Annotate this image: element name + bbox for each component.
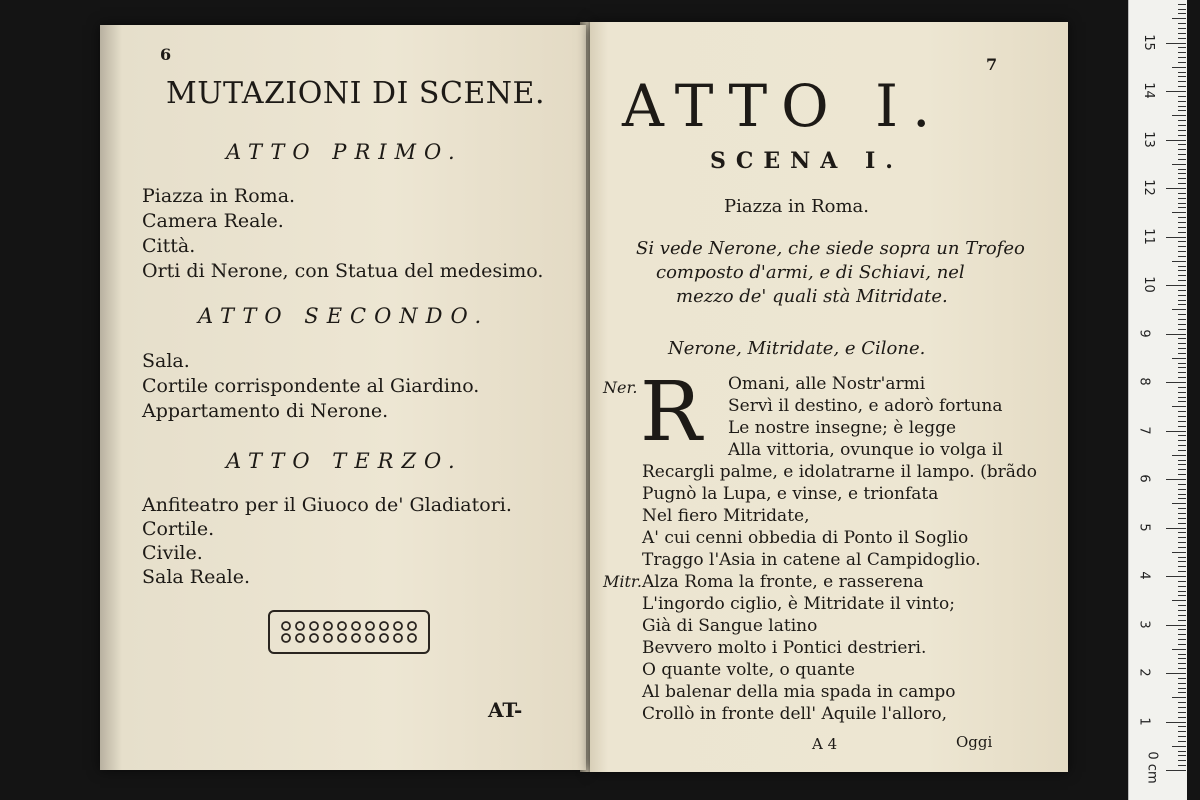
ruler-tick bbox=[1178, 401, 1186, 402]
ruler-tick bbox=[1178, 736, 1186, 737]
ruler-tick bbox=[1178, 295, 1186, 296]
ruler-number: 1 bbox=[1136, 716, 1152, 726]
ruler-tick bbox=[1178, 130, 1186, 131]
verse-line-5: Recargli palme, e idolatrarne il lampo. (brãdo bbox=[642, 462, 1037, 482]
ruler-tick bbox=[1178, 726, 1186, 727]
ruler-tick bbox=[1178, 435, 1186, 436]
act1-scene-3: Città. bbox=[142, 235, 196, 257]
ruler-tick bbox=[1178, 367, 1186, 368]
ruler-tick bbox=[1178, 489, 1186, 490]
ruler-tick bbox=[1178, 81, 1186, 82]
ruler-tick bbox=[1178, 581, 1186, 582]
verse-line-13: Bevvero molto i Pontici destrieri. bbox=[642, 638, 927, 658]
ruler-tick bbox=[1178, 595, 1186, 596]
ruler-tick bbox=[1178, 508, 1186, 509]
ruler-tick bbox=[1166, 140, 1186, 141]
verse-line-6: Pugnò la Lupa, e vinse, e trionfata bbox=[642, 484, 939, 504]
act3-scene-1: Anfiteatro per il Giuoco de' Gladiatori. bbox=[142, 494, 512, 516]
ruler-tick bbox=[1178, 615, 1186, 616]
scene-heading: SCENA I. bbox=[710, 148, 903, 174]
ruler-number: 9 bbox=[1136, 328, 1152, 338]
verse-line-14: O quante volte, o quante bbox=[642, 660, 855, 680]
ruler-tick bbox=[1166, 479, 1186, 480]
ornament-pattern-icon bbox=[274, 616, 424, 648]
ruler-tick bbox=[1178, 13, 1186, 14]
ruler-tick bbox=[1166, 528, 1186, 529]
ruler-tick bbox=[1178, 731, 1186, 732]
ruler-tick bbox=[1178, 86, 1186, 87]
ruler-tick bbox=[1166, 576, 1186, 577]
ruler-tick bbox=[1172, 261, 1186, 262]
ruler-tick bbox=[1178, 532, 1186, 533]
ruler-tick bbox=[1178, 33, 1186, 34]
ruler-tick bbox=[1178, 227, 1186, 228]
ruler-tick bbox=[1178, 440, 1186, 441]
ruler-tick bbox=[1178, 387, 1186, 388]
ruler-tick bbox=[1178, 377, 1186, 378]
act2-scene-3: Appartamento di Nerone. bbox=[142, 400, 389, 422]
ruler-tick bbox=[1178, 416, 1186, 417]
ruler-tick bbox=[1178, 571, 1186, 572]
speaker-mitridate: Mitr. bbox=[603, 572, 642, 591]
ruler-tick bbox=[1178, 329, 1186, 330]
act3-scene-4: Sala Reale. bbox=[142, 566, 251, 588]
ruler-tick bbox=[1178, 610, 1186, 611]
left-page bbox=[100, 25, 586, 770]
ruler-tick bbox=[1178, 62, 1186, 63]
ruler-tick bbox=[1178, 338, 1186, 339]
ruler-tick bbox=[1178, 683, 1186, 684]
ruler-tick bbox=[1178, 518, 1186, 519]
ruler-tick bbox=[1178, 203, 1186, 204]
ruler-tick bbox=[1178, 523, 1186, 524]
ruler-number: 5 bbox=[1136, 522, 1152, 532]
stage-direction-3: mezzo de' quali stà Mitridate. bbox=[676, 286, 948, 307]
ruler-tick bbox=[1166, 43, 1186, 44]
ruler-tick bbox=[1178, 702, 1186, 703]
ruler-tick bbox=[1178, 183, 1186, 184]
ruler-tick bbox=[1178, 241, 1186, 242]
left-page-number: 6 bbox=[160, 45, 172, 64]
ruler-tick bbox=[1178, 198, 1186, 199]
ruler-tick bbox=[1178, 644, 1186, 645]
ruler-number: 8 bbox=[1136, 377, 1152, 386]
ruler-tick bbox=[1178, 28, 1186, 29]
ruler-tick bbox=[1178, 765, 1186, 766]
verse-line-4: Alla vittoria, ovunque io volga il bbox=[728, 440, 1003, 460]
ruler-tick bbox=[1178, 751, 1186, 752]
ruler-number: 12 bbox=[1140, 179, 1156, 196]
ruler-tick bbox=[1178, 169, 1186, 170]
left-catchword: AT- bbox=[488, 698, 523, 722]
ruler-tick bbox=[1178, 663, 1186, 664]
ruler-tick bbox=[1178, 678, 1186, 679]
ruler-tick bbox=[1178, 639, 1186, 640]
verse-line-1: Omani, alle Nostr'armi bbox=[728, 374, 926, 394]
ruler-tick bbox=[1172, 67, 1186, 68]
ruler-tick bbox=[1166, 722, 1186, 723]
ruler-tick bbox=[1178, 445, 1186, 446]
ruler-tick bbox=[1178, 319, 1186, 320]
ruler-tick bbox=[1178, 23, 1186, 24]
ruler-tick bbox=[1178, 668, 1186, 669]
ruler-tick bbox=[1178, 300, 1186, 301]
act2-scene-1: Sala. bbox=[142, 350, 190, 372]
ruler-tick bbox=[1166, 334, 1186, 335]
ruler-tick bbox=[1178, 154, 1186, 155]
printers-ornament bbox=[268, 610, 430, 654]
ruler-tick bbox=[1178, 372, 1186, 373]
verse-line-10: Alza Roma la fronte, e rasserena bbox=[642, 572, 924, 592]
ruler-tick bbox=[1178, 101, 1186, 102]
ruler-tick bbox=[1166, 431, 1186, 432]
ruler-tick bbox=[1172, 697, 1186, 698]
ruler-tick bbox=[1178, 460, 1186, 461]
stage-direction-2: composto d'armi, e di Schiavi, nel bbox=[656, 262, 965, 283]
ruler-tick bbox=[1178, 222, 1186, 223]
ruler-tick bbox=[1178, 290, 1186, 291]
ruler-tick bbox=[1178, 270, 1186, 271]
ruler-tick bbox=[1178, 120, 1186, 121]
ruler-tick bbox=[1178, 324, 1186, 325]
ruler-tick bbox=[1178, 76, 1186, 77]
ruler-tick bbox=[1178, 135, 1186, 136]
ruler-tick bbox=[1178, 207, 1186, 208]
verse-line-3: Le nostre insegne; è legge bbox=[728, 418, 957, 438]
verse-line-7: Nel fiero Mitridate, bbox=[642, 506, 810, 526]
ruler-tick bbox=[1178, 566, 1186, 567]
ruler-tick bbox=[1172, 503, 1186, 504]
ruler-number: 4 bbox=[1136, 571, 1152, 580]
act3-scene-3: Civile. bbox=[142, 542, 203, 564]
ruler-tick bbox=[1166, 285, 1186, 286]
ruler-tick bbox=[1172, 746, 1186, 747]
ruler-tick bbox=[1178, 712, 1186, 713]
ruler-tick bbox=[1178, 96, 1186, 97]
ruler-tick bbox=[1178, 353, 1186, 354]
ruler-tick bbox=[1178, 629, 1186, 630]
ruler-tick bbox=[1178, 760, 1186, 761]
ruler-number: 3 bbox=[1136, 619, 1152, 629]
act2-heading: ATTO SECONDO. bbox=[198, 304, 490, 328]
ruler-tick bbox=[1178, 9, 1186, 10]
stage-direction-1: Si vede Nerone, che siede sopra un Trofeo bbox=[636, 238, 1025, 259]
ruler-tick bbox=[1178, 557, 1186, 558]
ruler-tick bbox=[1172, 115, 1186, 116]
ruler-number: 7 bbox=[1136, 425, 1152, 435]
ruler-tick bbox=[1166, 188, 1186, 189]
act1-scene-2: Camera Reale. bbox=[142, 210, 284, 232]
ruler-tick bbox=[1178, 634, 1186, 635]
ruler-tick bbox=[1178, 38, 1186, 39]
ruler-tick bbox=[1178, 266, 1186, 267]
verse-line-2: Servì il destino, e adorò fortuna bbox=[728, 396, 1003, 416]
ruler-tick bbox=[1178, 256, 1186, 257]
ruler-number: 2 bbox=[1136, 668, 1152, 677]
left-page-title: MUTAZIONI DI SCENE. bbox=[166, 76, 545, 111]
ruler-tick bbox=[1178, 755, 1186, 756]
ruler-tick bbox=[1178, 232, 1186, 233]
ruler-number: 15 bbox=[1140, 33, 1156, 51]
ruler-tick bbox=[1178, 537, 1186, 538]
ruler-tick bbox=[1178, 469, 1186, 470]
ruler-tick bbox=[1178, 654, 1186, 655]
ruler-number: 10 bbox=[1140, 276, 1156, 293]
ruler-tick bbox=[1178, 688, 1186, 689]
ruler-tick bbox=[1172, 18, 1186, 19]
act1-heading: ATTO PRIMO. bbox=[226, 140, 463, 164]
verse-line-11: L'ingordo ciglio, è Mitridate il vinto; bbox=[642, 594, 955, 614]
ruler-tick bbox=[1172, 455, 1186, 456]
ruler-tick bbox=[1166, 382, 1186, 383]
ruler-tick bbox=[1178, 707, 1186, 708]
ruler-tick bbox=[1178, 47, 1186, 48]
ruler-tick bbox=[1166, 91, 1186, 92]
ruler-tick bbox=[1178, 106, 1186, 107]
ruler-tick bbox=[1178, 741, 1186, 742]
ruler-tick bbox=[1178, 72, 1186, 73]
act1-scene-1: Piazza in Roma. bbox=[142, 185, 296, 207]
ruler-tick bbox=[1178, 178, 1186, 179]
ruler-tick bbox=[1178, 464, 1186, 465]
ruler-tick bbox=[1178, 275, 1186, 276]
ruler-tick bbox=[1178, 149, 1186, 150]
ruler-tick bbox=[1178, 421, 1186, 422]
ruler-tick bbox=[1172, 406, 1186, 407]
right-catchword: Oggi bbox=[956, 733, 993, 751]
verse-line-12: Già di Sangue latino bbox=[642, 616, 818, 636]
ruler-tick bbox=[1172, 212, 1186, 213]
ruler-tick bbox=[1178, 110, 1186, 111]
ruler-tick bbox=[1172, 358, 1186, 359]
ruler-tick bbox=[1178, 57, 1186, 58]
ruler-tick bbox=[1178, 363, 1186, 364]
speaker-nerone: Ner. bbox=[603, 378, 638, 397]
ruler-tick bbox=[1178, 193, 1186, 194]
ruler-number: 11 bbox=[1140, 227, 1156, 245]
act2-scene-2: Cortile corrispondente al Giardino. bbox=[142, 375, 480, 397]
ruler-tick bbox=[1172, 649, 1186, 650]
ruler-tick bbox=[1178, 450, 1186, 451]
ruler-tick bbox=[1178, 561, 1186, 562]
ruler-tick bbox=[1178, 280, 1186, 281]
ruler-tick bbox=[1166, 237, 1186, 238]
ruler-tick bbox=[1178, 246, 1186, 247]
ruler-tick bbox=[1178, 125, 1186, 126]
act1-scene-4: Orti di Nerone, con Statua del medesimo. bbox=[142, 260, 544, 282]
ruler-tick bbox=[1178, 484, 1186, 485]
ruler-tick bbox=[1178, 411, 1186, 412]
ruler-tick bbox=[1166, 770, 1186, 771]
ruler-tick bbox=[1166, 625, 1186, 626]
ruler-tick bbox=[1178, 717, 1186, 718]
ruler-tick bbox=[1178, 591, 1186, 592]
ruler-tick bbox=[1178, 304, 1186, 305]
ruler-unit: 0 cm bbox=[1144, 751, 1160, 784]
ruler-tick bbox=[1178, 144, 1186, 145]
act3-scene-2: Cortile. bbox=[142, 518, 215, 540]
ruler-tick bbox=[1178, 494, 1186, 495]
ruler-tick bbox=[1172, 552, 1186, 553]
act-title: ATTO I. bbox=[622, 72, 945, 140]
ruler-tick bbox=[1178, 426, 1186, 427]
ruler-tick bbox=[1178, 217, 1186, 218]
verse-line-15: Al balenar della mia spada in campo bbox=[642, 682, 956, 702]
ruler-tick bbox=[1178, 474, 1186, 475]
drop-cap: R bbox=[640, 365, 702, 460]
signature-mark: A 4 bbox=[812, 735, 838, 753]
ruler-tick bbox=[1178, 343, 1186, 344]
verse-line-16: Crollò in fronte dell' Aquile l'alloro, bbox=[642, 704, 948, 724]
characters-line: Nerone, Mitridate, e Cilone. bbox=[668, 338, 926, 359]
ruler-tick bbox=[1178, 397, 1186, 398]
ruler-tick bbox=[1178, 658, 1186, 659]
ruler-tick bbox=[1178, 513, 1186, 514]
ruler-tick bbox=[1172, 600, 1186, 601]
ruler-tick bbox=[1172, 309, 1186, 310]
ruler-tick bbox=[1178, 620, 1186, 621]
ruler-tick bbox=[1178, 159, 1186, 160]
verse-line-8: A' cui cenni obbedia di Ponto il Soglio bbox=[642, 528, 969, 548]
ruler-tick bbox=[1178, 605, 1186, 606]
act3-heading: ATTO TERZO. bbox=[226, 449, 463, 473]
right-page-number: 7 bbox=[986, 55, 998, 74]
ruler-tick bbox=[1178, 498, 1186, 499]
verse-line-9: Traggo l'Asia in catene al Campidoglio. bbox=[642, 550, 981, 570]
ruler-number: 14 bbox=[1140, 82, 1156, 99]
ruler-tick bbox=[1178, 314, 1186, 315]
ruler-tick bbox=[1178, 692, 1186, 693]
ruler-tick bbox=[1178, 542, 1186, 543]
ruler-tick bbox=[1166, 673, 1186, 674]
ruler-number: 6 bbox=[1136, 474, 1152, 483]
ruler-number: 13 bbox=[1140, 130, 1156, 148]
ruler-tick bbox=[1178, 586, 1186, 587]
ruler-tick bbox=[1178, 392, 1186, 393]
ruler-tick bbox=[1178, 348, 1186, 349]
ruler-tick bbox=[1178, 4, 1186, 5]
ruler-tick bbox=[1172, 164, 1186, 165]
ruler-tick bbox=[1178, 251, 1186, 252]
ruler-tick bbox=[1178, 52, 1186, 53]
ruler-tick bbox=[1178, 547, 1186, 548]
ruler-tick bbox=[1178, 173, 1186, 174]
scene-setting: Piazza in Roma. bbox=[724, 196, 870, 217]
